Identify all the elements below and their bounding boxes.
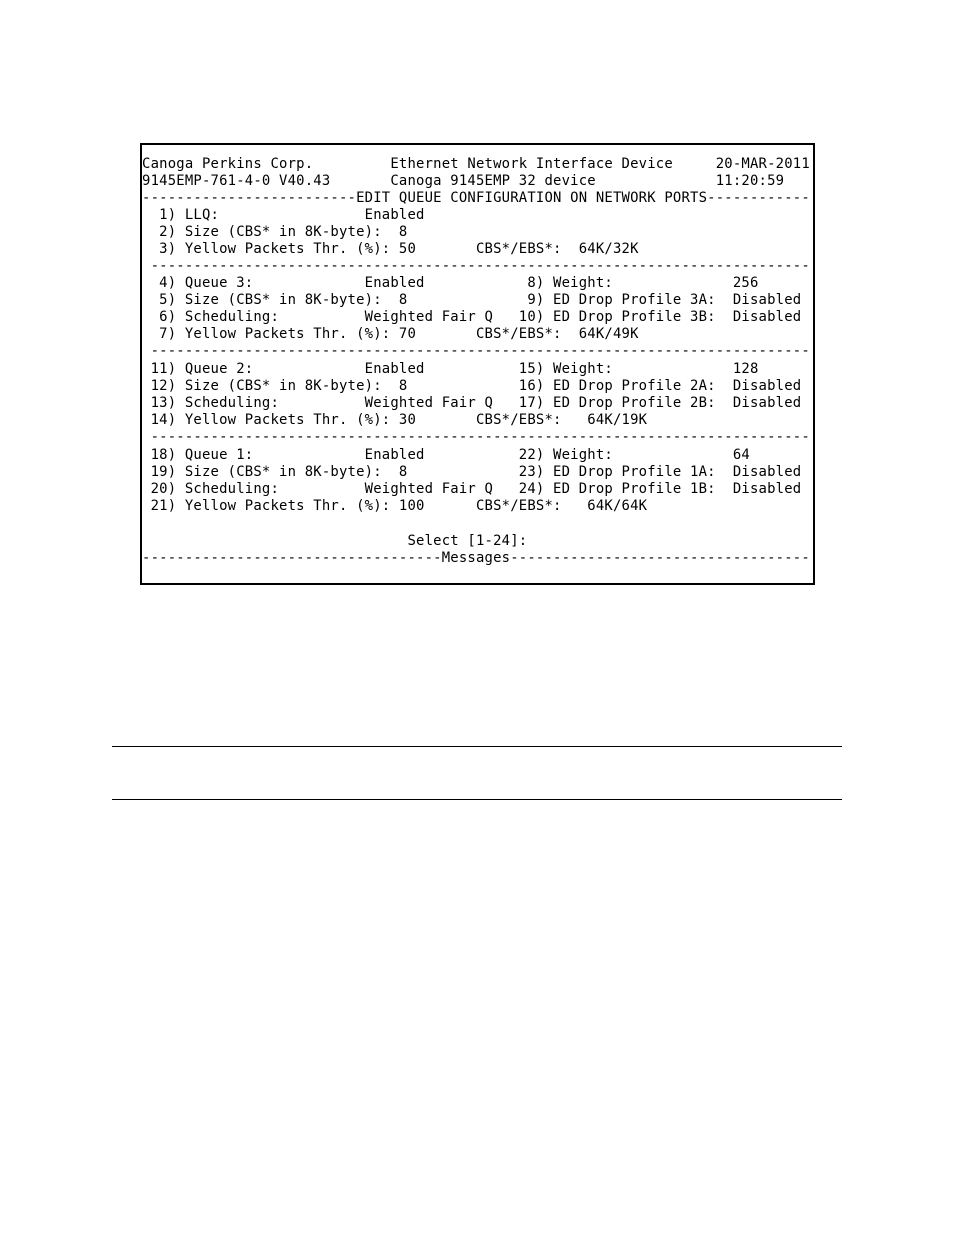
menu-item-2[interactable]: 2) Size (CBS* in 8K-byte): 8 xyxy=(142,224,408,240)
terminal-screen xyxy=(140,143,815,585)
menu-row-queue-2[interactable]: 11) Queue 2: Enabled 15) Weight: 128 xyxy=(142,361,759,377)
menu-row-size-1[interactable]: 19) Size (CBS* in 8K-byte): 8 23) ED Drop Profile 1A: Disabled xyxy=(142,464,802,480)
page-rule-bottom xyxy=(112,799,842,800)
menu-item-1[interactable]: 1) LLQ: Enabled xyxy=(142,207,425,223)
menu-row-queue-1[interactable]: 18) Queue 1: Enabled 22) Weight: 64 xyxy=(142,447,750,463)
menu-row-yellow-3[interactable]: 7) Yellow Packets Thr. (%): 70 CBS*/EBS*: 64K/49K xyxy=(142,326,639,342)
menu-row-sched-2[interactable]: 13) Scheduling: Weighted Fair Q 17) ED Drop Profile 2B: Disabled xyxy=(142,395,802,411)
header-line-1: Canoga Perkins Corp. Ethernet Network Interface Device 20-MAR-2011 xyxy=(142,156,810,172)
menu-item-3[interactable]: 3) Yellow Packets Thr. (%): 50 CBS*/EBS*: 64K/32K xyxy=(142,241,639,257)
menu-row-sched-1[interactable]: 20) Scheduling: Weighted Fair Q 24) ED Drop Profile 1B: Disabled xyxy=(142,481,802,497)
menu-row-size-2[interactable]: 12) Size (CBS* in 8K-byte): 8 16) ED Drop Profile 2A: Disabled xyxy=(142,378,802,394)
page-rule-top xyxy=(112,746,842,747)
separator-line: ----------------------------------------------------------------------------- xyxy=(142,429,810,445)
messages-bar: -----------------------------------Messages----------------------------------- xyxy=(142,550,810,566)
menu-row-yellow-2[interactable]: 14) Yellow Packets Thr. (%): 30 CBS*/EBS*: 64K/19K xyxy=(142,412,648,428)
select-prompt[interactable]: Select [1-24]: xyxy=(142,533,528,549)
header-line-2: 9145EMP-761-4-0 V40.43 Canoga 9145EMP 32 device 11:20:59 xyxy=(142,173,785,189)
separator-line: ----------------------------------------------------------------------------- xyxy=(142,343,810,359)
menu-row-size-3[interactable]: 5) Size (CBS* in 8K-byte): 8 9) ED Drop Profile 3A: Disabled xyxy=(142,292,802,308)
menu-row-queue-3[interactable]: 4) Queue 3: Enabled 8) Weight: 256 xyxy=(142,275,759,291)
title-line: -------------------------EDIT QUEUE CONFIGURATION ON NETWORK PORTS------------ xyxy=(142,190,810,206)
menu-row-sched-3[interactable]: 6) Scheduling: Weighted Fair Q 10) ED Drop Profile 3B: Disabled xyxy=(142,309,802,325)
menu-row-yellow-1[interactable]: 21) Yellow Packets Thr. (%): 100 CBS*/EBS*: 64K/64K xyxy=(142,498,648,514)
separator-line: ----------------------------------------------------------------------------- xyxy=(142,258,810,274)
